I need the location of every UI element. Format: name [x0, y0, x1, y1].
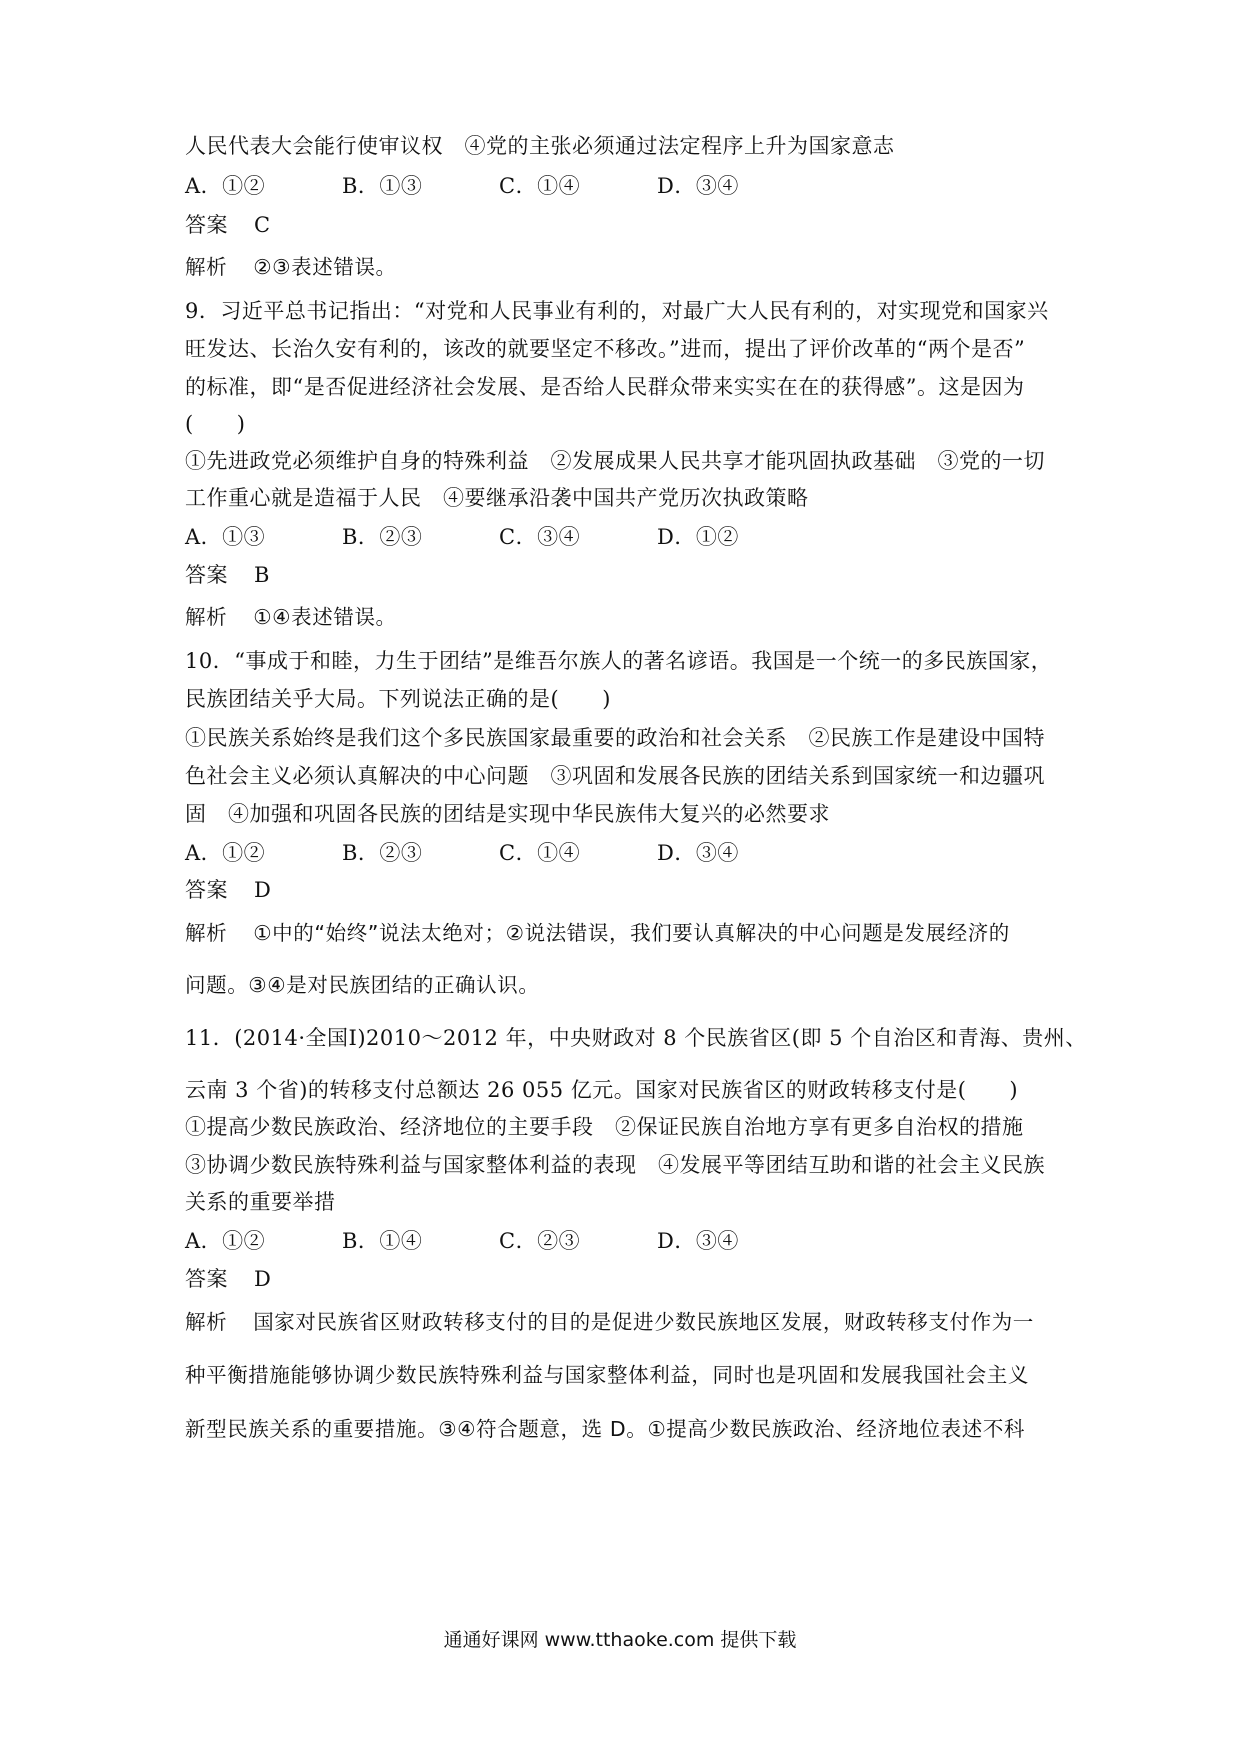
analysis-text: 国家对民族省区财政转移支付的目的是促进少数民族地区发展，财政转移支付作为一	[253, 1310, 1034, 1334]
q8-option-b: B．①③	[342, 174, 423, 198]
q9-choices-line-2: 工作重心就是造福于人民 ④要继承沿袭中国共产党历次执政策略	[185, 486, 809, 510]
q9-option-c: C．③④	[499, 525, 581, 549]
q9-stem-line-1: 9．习近平总书记指出：“对党和人民事业有利的，对最广大人民有利的，对实现党和国家兴	[185, 299, 1049, 323]
q11-answer	[185, 1264, 1065, 1294]
analysis-text: ②③表述错误。	[253, 255, 397, 279]
answer-label: 答案	[185, 563, 228, 587]
q9-stem-line-4: ( )	[185, 412, 246, 436]
answer-label: 答案	[185, 1267, 228, 1291]
q11-option-b: B．①④	[342, 1229, 423, 1253]
answer-value: D	[254, 1267, 272, 1291]
q10-choices-line-2: 色社会主义必须认真解决的中心问题 ③巩固和发展各民族的团结关系到国家统一和边疆巩	[185, 764, 1045, 788]
q10-option-a: A．①②	[185, 841, 266, 865]
answer-label: 答案	[185, 213, 228, 237]
q11-analysis-line-1	[185, 1307, 1065, 1337]
q10-choices-line-3: 固 ④加强和巩固各民族的团结是实现中华民族伟大复兴的必然要求	[185, 802, 830, 826]
q10-stem-line-1: 10．“事成于和睦，力生于团结”是维吾尔族人的著名谚语。我国是一个统一的多民族国家，	[185, 649, 1053, 673]
analysis-text: ①中的“始终”说法太绝对；②说法错误，我们要认真解决的中心问题是发展经济的	[253, 921, 1010, 945]
q11-stem-line-1: 11．(2014·全国Ⅰ)2010～2012 年，中央财政对 8 个民族省区(即 5 个自治区和青海、贵州、	[185, 1026, 1087, 1050]
q11-analysis-line-3: 新型民族关系的重要措施。③④符合题意，选 D。①提高少数民族政治、经济地位表述不科	[185, 1417, 1026, 1441]
q10-analysis-line-1	[185, 918, 1065, 948]
q10-stem-line-2: 民族团结关乎大局。下列说法正确的是( )	[185, 687, 611, 711]
q9-analysis	[185, 602, 1065, 632]
q8-stem-continuation: 人民代表大会能行使审议权 ④党的主张必须通过法定程序上升为国家意志	[185, 134, 895, 158]
q10-analysis-line-2: 问题。③④是对民族团结的正确认识。	[185, 973, 540, 997]
q8-option-d: D．③④	[657, 174, 739, 198]
q9-option-d: D．①②	[657, 525, 739, 549]
q11-choices-line-2: ③协调少数民族特殊利益与国家整体利益的表现 ④发展平等团结互助和谐的社会主义民族	[185, 1153, 1045, 1177]
q8-option-a: A．①②	[185, 174, 266, 198]
q10-choices-line-1: ①民族关系始终是我们这个多民族国家最重要的政治和社会关系 ②民族工作是建设中国特	[185, 726, 1045, 750]
q11-analysis-line-2: 种平衡措施能够协调少数民族特殊利益与国家整体利益，同时也是巩固和发展我国社会主义	[185, 1363, 1029, 1387]
q9-choices-line-1: ①先进政党必须维护自身的特殊利益 ②发展成果人民共享才能巩固执政基础 ③党的一切	[185, 449, 1045, 473]
q11-option-d: D．③④	[657, 1229, 739, 1253]
answer-label: 答案	[185, 878, 228, 902]
q9-option-b: B．②③	[342, 525, 423, 549]
answer-value: D	[254, 878, 272, 902]
q9-stem-line-2: 旺发达、长治久安有利的，该改的就要坚定不移改。”进而，提出了评价改革的“两个是否”	[185, 337, 1026, 361]
analysis-text: ①④表述错误。	[253, 605, 397, 629]
q10-option-c: C．①④	[499, 841, 581, 865]
q10-option-d: D．③④	[657, 841, 739, 865]
q8-option-c: C．①④	[499, 174, 581, 198]
answer-value: B	[254, 563, 270, 587]
q11-option-a: A．①②	[185, 1229, 266, 1253]
q8-answer	[185, 210, 1065, 240]
q10-answer	[185, 875, 1065, 905]
analysis-label: 解析	[185, 605, 228, 629]
answer-value: C	[254, 213, 271, 237]
q11-stem-line-2: 云南 3 个省)的转移支付总额达 26 055 亿元。国家对民族省区的财政转移支付是( )	[185, 1078, 1019, 1102]
q11-option-c: C．②③	[499, 1229, 581, 1253]
q9-stem-line-3: 的标准，即“是否促进经济社会发展、是否给人民群众带来实实在在的获得感”。这是因为	[185, 375, 1025, 399]
q11-choices-line-1: ①提高少数民族政治、经济地位的主要手段 ②保证民族自治地方享有更多自治权的措施	[185, 1115, 1024, 1139]
q9-option-a: A．①③	[185, 525, 266, 549]
q10-option-b: B．②③	[342, 841, 423, 865]
analysis-label: 解析	[185, 255, 228, 279]
analysis-label: 解析	[185, 1310, 228, 1334]
q11-choices-line-3: 关系的重要举措	[185, 1190, 336, 1214]
analysis-label: 解析	[185, 921, 228, 945]
page-footer: 通通好课网 www.tthaoke.com 提供下载	[443, 1629, 797, 1651]
q9-answer	[185, 560, 1065, 590]
q8-analysis	[185, 252, 1065, 282]
